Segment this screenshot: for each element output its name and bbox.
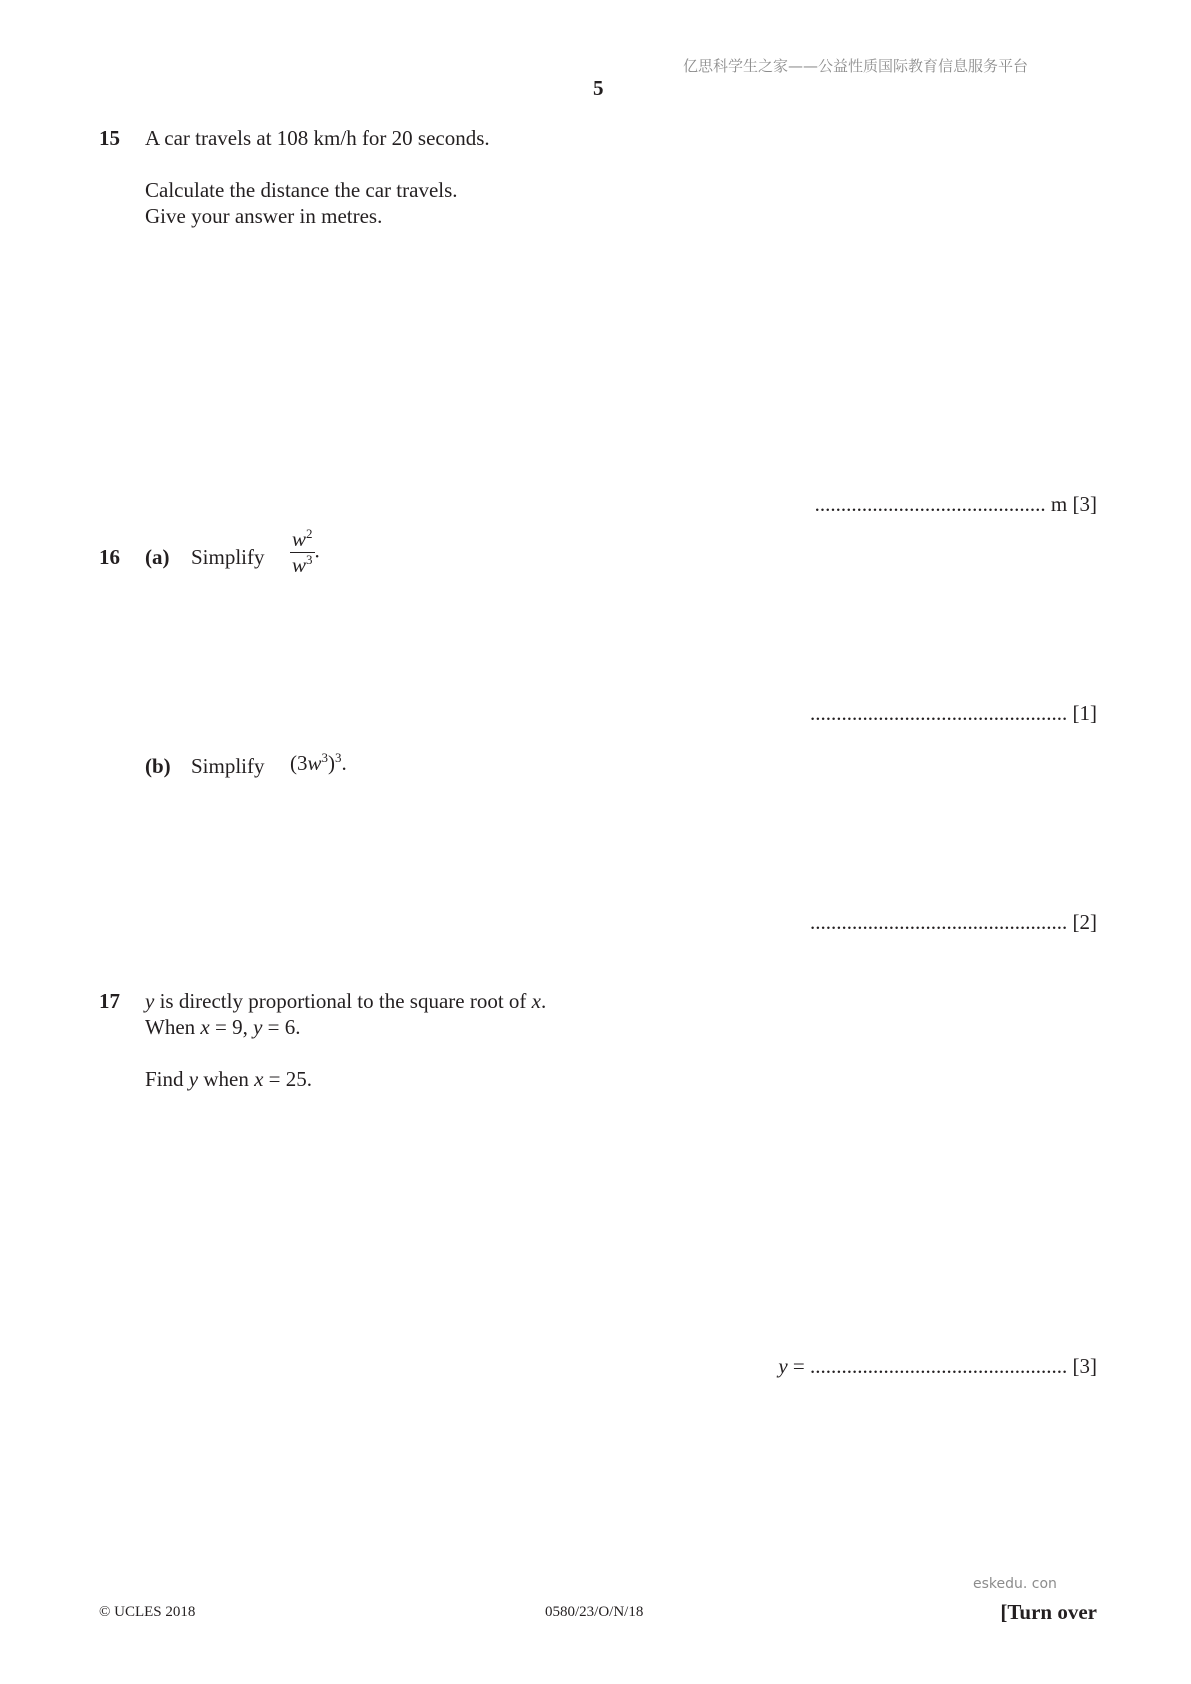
question-17-line-2-end: = 6.: [262, 1015, 301, 1039]
question-16b-label: (b): [145, 754, 171, 778]
question-15-number: 15: [99, 126, 120, 150]
expression-open: (3: [290, 751, 308, 775]
question-16a-instruction: Simplify: [191, 545, 265, 569]
question-17-line-1-end: .: [540, 989, 547, 1013]
fraction-numerator-base: w: [292, 527, 307, 551]
variable-x: x: [200, 1015, 210, 1039]
variable-x: x: [531, 989, 541, 1013]
expression-base: w: [307, 751, 322, 775]
footer-turn-over: [Turn over: [1000, 1600, 1097, 1624]
question-16b-instruction: Simplify: [191, 754, 265, 778]
question-15-line-1: A car travels at 108 km/h for 20 seconds.: [145, 126, 490, 150]
footer-copyright: © UCLES 2018: [99, 1604, 196, 1620]
footer-paper-code: 0580/23/O/N/18: [545, 1604, 644, 1620]
question-15-answer-line[interactable]: ............................................ m [3]: [814, 492, 1097, 516]
expression-close: ): [328, 751, 336, 775]
question-16b-expression: [290, 750, 347, 776]
watermark-header: 亿思科学生之家——公益性质国际教育信息服务平台: [683, 57, 1029, 75]
question-16a-answer-line[interactable]: ................................................. [1]: [810, 701, 1097, 725]
question-17-line-1-text: is directly proportional to the square root of: [154, 989, 532, 1013]
question-16b-answer-line[interactable]: ................................................. [2]: [810, 910, 1097, 934]
question-16a-label: (a): [145, 545, 170, 569]
expression-outer-exponent: 3: [335, 750, 342, 765]
question-17-answer-line[interactable]: [778, 1354, 1097, 1379]
expression-trailing-period: .: [341, 751, 347, 775]
variable-y: y: [188, 1067, 199, 1091]
fraction-trailing-period: .: [314, 538, 320, 563]
page-number: 5: [593, 76, 604, 100]
watermark-footer: eskedu. con: [973, 1576, 1057, 1592]
fraction-denominator-exponent: 3: [306, 552, 313, 567]
answer-variable-y: y: [778, 1354, 788, 1378]
question-16a-fraction: [290, 526, 320, 577]
question-16-number: 16: [99, 545, 120, 569]
question-17-line-2-when: When: [145, 1015, 201, 1039]
question-17-line-3-find: Find: [145, 1067, 189, 1091]
question-17-line-3-when: when: [198, 1067, 255, 1091]
expression-inner-exponent: 3: [321, 750, 329, 765]
question-15-line-3: Give your answer in metres.: [145, 204, 383, 228]
question-15-line-2: Calculate the distance the car travels.: [145, 178, 458, 202]
variable-y: y: [145, 989, 155, 1013]
fraction-numerator-exponent: 2: [306, 526, 313, 541]
variable-y: y: [253, 1015, 263, 1039]
question-17-line-3: [145, 1066, 312, 1092]
question-17-line-1: [145, 988, 546, 1014]
variable-x: x: [254, 1067, 264, 1091]
question-17-line-2-mid: = 9,: [209, 1015, 254, 1039]
fraction-w2-over-w3: [290, 526, 315, 577]
fraction-denominator-base: w: [292, 553, 307, 577]
question-17-line-3-end: = 25.: [263, 1067, 313, 1091]
question-17-answer-dots: = ................................................. [3]: [787, 1354, 1097, 1378]
question-17-line-2: [145, 1014, 301, 1040]
question-17-number: 17: [99, 989, 120, 1013]
